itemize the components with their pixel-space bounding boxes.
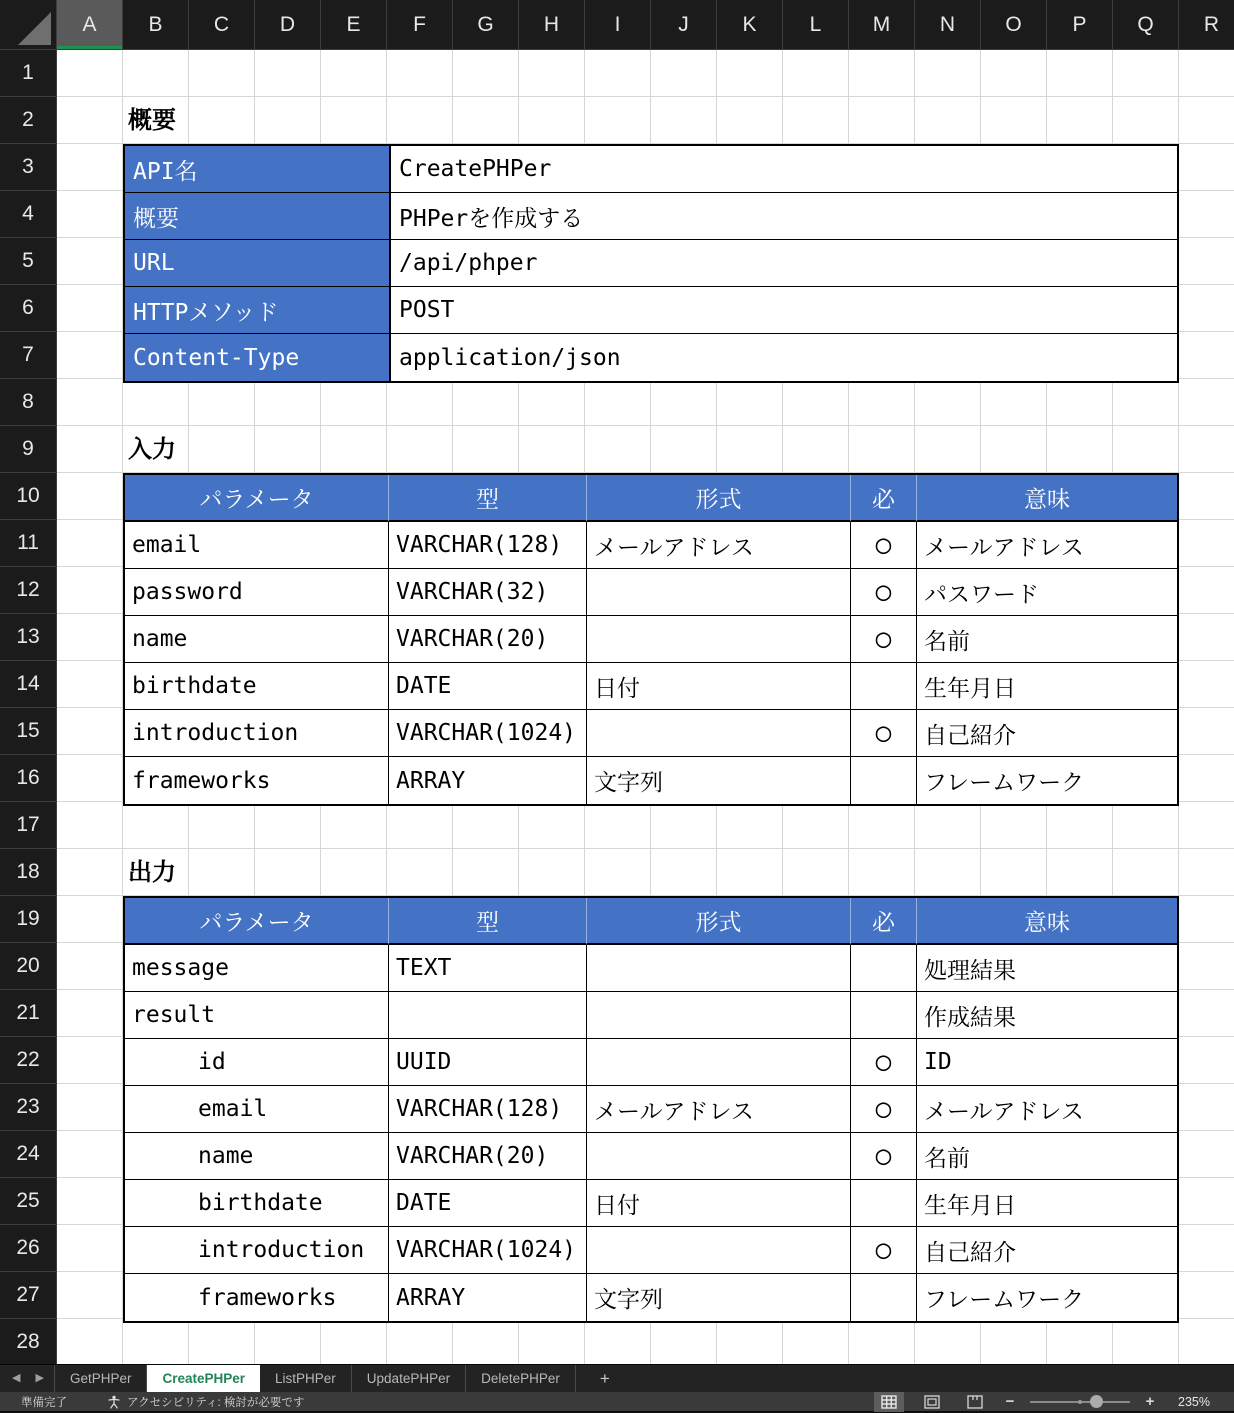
cell-type[interactable]: VARCHAR(32) <box>389 569 587 616</box>
cell-meaning[interactable]: フレームワーク <box>924 770 1085 796</box>
cell-meaning[interactable]: 生年月日 <box>917 1180 1177 1227</box>
row-header-18[interactable]: 18 <box>0 849 57 896</box>
column-header-required[interactable]: 必 <box>851 475 917 522</box>
cell-meaning[interactable]: 処理結果 <box>917 945 1177 992</box>
sheet-tab-listphper[interactable]: ListPHPer <box>260 1365 352 1392</box>
sheet-tab-createphper[interactable]: CreatePHPer <box>147 1365 260 1392</box>
cell-required[interactable]: ○ <box>851 1039 917 1086</box>
column-headers <box>57 0 1234 50</box>
select-all-triangle-icon <box>18 12 51 45</box>
accessibility-status-label: アクセシビリティ: 検討が必要です <box>127 1396 305 1409</box>
cell-parameter[interactable] <box>125 1039 389 1086</box>
column-header-E[interactable]: E <box>321 0 387 50</box>
select-all-button[interactable] <box>0 0 57 50</box>
column-header-O[interactable]: O <box>981 0 1047 50</box>
cell-type[interactable]: VARCHAR(128) <box>389 522 587 569</box>
row-header-17[interactable]: 17 <box>0 802 57 849</box>
normal-view-grid-icon <box>881 1395 897 1409</box>
cell-format[interactable] <box>587 1039 851 1086</box>
cell-format[interactable] <box>587 616 851 663</box>
cell-meaning[interactable]: 名前 <box>917 1133 1177 1180</box>
column-header-J[interactable]: J <box>651 0 717 50</box>
overview-label[interactable]: URL <box>125 240 389 287</box>
column-header-A[interactable]: A <box>57 0 123 50</box>
column-header-required[interactable]: 必 <box>851 898 917 945</box>
row-header-26[interactable]: 26 <box>0 1225 57 1272</box>
column-header-B[interactable]: B <box>123 0 189 50</box>
cell-meaning[interactable]: 自己紹介 <box>917 710 1177 757</box>
column-header-parameter[interactable]: パラメータ <box>125 475 389 522</box>
column-header-C[interactable]: C <box>189 0 255 50</box>
cell-meaning[interactable]: パスワード <box>917 569 1177 616</box>
cell-type[interactable]: VARCHAR(1024) <box>389 710 587 757</box>
cell-type[interactable]: TEXT <box>389 945 587 992</box>
row-header-5[interactable]: 5 <box>0 238 57 285</box>
sheet-tabs <box>54 1365 576 1392</box>
cell-format[interactable]: メールアドレス <box>587 1086 851 1133</box>
cell-parameter[interactable] <box>125 1133 389 1180</box>
row-header-24[interactable]: 24 <box>0 1131 57 1178</box>
page-break-preview-button[interactable] <box>960 1392 990 1412</box>
column-header-type[interactable]: 型 <box>389 475 587 522</box>
cell-type[interactable]: VARCHAR(20) <box>389 1133 587 1180</box>
parameter-name: introduction <box>198 1237 365 1263</box>
column-header-type[interactable]: 型 <box>389 898 587 945</box>
parameter-name: birthdate <box>198 1190 323 1216</box>
column-header-meaning[interactable]: 意味 <box>917 898 1177 945</box>
sheet-tab-updatephper[interactable]: UpdatePHPer <box>352 1365 466 1392</box>
cell-required[interactable] <box>851 757 917 804</box>
page-break-preview-icon <box>967 1395 983 1409</box>
sheet-tab-getphper[interactable]: GetPHPer <box>54 1365 148 1392</box>
zoom-out-button[interactable]: − <box>1005 1393 1015 1410</box>
row-header-2[interactable]: 2 <box>0 97 57 144</box>
parameter-name: name <box>198 1143 254 1169</box>
row-header-7[interactable]: 7 <box>0 332 57 379</box>
sheet-grid[interactable] <box>57 50 1234 1364</box>
zoom-slider-midpoint <box>1078 1400 1082 1404</box>
cell-format[interactable] <box>587 992 851 1039</box>
parameter-name: email <box>198 1096 268 1122</box>
overview-value[interactable]: POST <box>389 287 1177 334</box>
cell-parameter[interactable]: birthdate <box>125 663 389 710</box>
sheet-tab-deletephper[interactable]: DeletePHPer <box>466 1365 576 1392</box>
cell-parameter[interactable] <box>125 1086 389 1133</box>
cell-required[interactable]: ○ <box>851 1227 917 1274</box>
row-header-6[interactable]: 6 <box>0 285 57 332</box>
status-bar <box>0 1392 1234 1413</box>
column-header-F[interactable]: F <box>387 0 453 50</box>
cell-meaning[interactable]: 名前 <box>917 616 1177 663</box>
cell-format[interactable]: 文字列 <box>587 757 851 804</box>
cell-parameter[interactable]: frameworks <box>125 757 389 804</box>
row-header-4[interactable]: 4 <box>0 191 57 238</box>
row-header-3[interactable]: 3 <box>0 144 57 191</box>
row-header-10[interactable]: 10 <box>0 473 57 520</box>
cell-format[interactable]: 日付 <box>587 663 851 710</box>
cell-type[interactable]: VARCHAR(1024) <box>389 1227 587 1274</box>
row-header-1[interactable]: 1 <box>0 50 57 97</box>
cell-required[interactable] <box>851 1274 917 1321</box>
cell-parameter[interactable]: email <box>125 522 389 569</box>
cell-parameter[interactable]: result <box>125 992 389 1039</box>
cell-required[interactable]: ○ <box>851 522 917 569</box>
cell-required[interactable] <box>851 945 917 992</box>
cell-parameter[interactable]: message <box>125 945 389 992</box>
cell-required[interactable] <box>851 663 917 710</box>
column-header-Q[interactable]: Q <box>1113 0 1179 50</box>
column-header-format[interactable]: 形式 <box>587 898 851 945</box>
status-ready-label: 準備完了 <box>21 1396 67 1409</box>
tab-scroll-right-icon[interactable]: ▶ <box>35 1372 44 1384</box>
cell-type[interactable] <box>389 992 587 1039</box>
row-header-23[interactable]: 23 <box>0 1084 57 1131</box>
cell-meaning[interactable]: 生年月日 <box>917 663 1177 710</box>
row-header-19[interactable]: 19 <box>0 896 57 943</box>
row-header-9[interactable]: 9 <box>0 426 57 473</box>
normal-view-button[interactable] <box>874 1392 904 1412</box>
overview-value[interactable]: CreatePHPer <box>389 146 1177 193</box>
cell-parameter[interactable] <box>125 1274 389 1321</box>
zoom-level[interactable]: 235% <box>1178 1394 1210 1409</box>
cell-meaning[interactable]: 自己紹介 <box>917 1227 1177 1274</box>
cell-format[interactable]: 文字列 <box>587 1274 851 1321</box>
parameter-name: frameworks <box>198 1284 337 1311</box>
cell-format[interactable]: メールアドレス <box>587 522 851 569</box>
cell-meaning[interactable]: ID <box>917 1039 1177 1086</box>
overview-label[interactable]: 概要 <box>125 193 389 240</box>
cell-format[interactable] <box>587 1227 851 1274</box>
add-sheet-button[interactable]: + <box>599 1368 610 1388</box>
cell-type[interactable]: VARCHAR(128) <box>389 1086 587 1133</box>
column-header-N[interactable]: N <box>915 0 981 50</box>
cell-type[interactable]: VARCHAR(20) <box>389 616 587 663</box>
cell-meaning[interactable]: 作成結果 <box>917 992 1177 1039</box>
column-header-K[interactable]: K <box>717 0 783 50</box>
row-header-11[interactable]: 11 <box>0 520 57 567</box>
cell-required[interactable]: ○ <box>851 569 917 616</box>
sheet-tab-bar <box>0 1364 1234 1392</box>
row-header-25[interactable]: 25 <box>0 1178 57 1225</box>
overview-label[interactable]: Content-Type <box>125 334 389 381</box>
column-header-G[interactable]: G <box>453 0 519 50</box>
tab-scroll-left-icon[interactable]: ◀ <box>12 1372 21 1384</box>
row-header-28[interactable]: 28 <box>0 1319 57 1364</box>
parameter-name: id <box>198 1049 226 1075</box>
column-header-D[interactable]: D <box>255 0 321 50</box>
accessibility-status[interactable] <box>107 1394 304 1410</box>
section-title-overview[interactable]: 概要 <box>128 106 176 134</box>
zoom-slider[interactable] <box>1030 1395 1130 1408</box>
row-header-12[interactable]: 12 <box>0 567 57 614</box>
column-header-meaning[interactable]: 意味 <box>917 475 1177 522</box>
cell-type[interactable]: DATE <box>389 1180 587 1227</box>
cell-format[interactable] <box>587 710 851 757</box>
overview-value[interactable]: /api/phper <box>389 240 1177 287</box>
cell-format[interactable] <box>587 945 851 992</box>
cell-required[interactable]: ○ <box>851 616 917 663</box>
cell-type[interactable]: ARRAY <box>389 1274 587 1321</box>
cell-type[interactable]: UUID <box>389 1039 587 1086</box>
zoom-in-button[interactable]: + <box>1145 1393 1155 1410</box>
column-header-M[interactable]: M <box>849 0 915 50</box>
accessibility-person-icon <box>107 1395 121 1409</box>
cell-parameter[interactable]: introduction <box>125 710 389 757</box>
page-layout-view-button[interactable] <box>917 1392 947 1412</box>
column-header-L[interactable]: L <box>783 0 849 50</box>
cell-meaning[interactable]: メールアドレス <box>917 522 1177 569</box>
column-header-H[interactable]: H <box>519 0 585 50</box>
cell-parameter[interactable]: name <box>125 616 389 663</box>
row-header-14[interactable]: 14 <box>0 661 57 708</box>
cell-parameter[interactable]: password <box>125 569 389 616</box>
cell-required[interactable]: ○ <box>851 1133 917 1180</box>
row-header-8[interactable]: 8 <box>0 379 57 426</box>
cell-format[interactable] <box>587 569 851 616</box>
row-headers <box>0 50 57 1364</box>
status-bar-right <box>874 1392 1210 1412</box>
cell-parameter[interactable] <box>125 1227 389 1274</box>
row-header-20[interactable]: 20 <box>0 943 57 990</box>
overview-label[interactable]: HTTPメソッド <box>125 287 389 334</box>
tab-scroll-buttons <box>0 1365 54 1392</box>
overview-value[interactable]: application/json <box>389 334 1177 381</box>
row-header-15[interactable]: 15 <box>0 708 57 755</box>
output-table <box>123 896 1179 1323</box>
cell-format[interactable]: 日付 <box>587 1180 851 1227</box>
overview-table <box>123 144 1179 383</box>
page-layout-icon <box>924 1395 940 1409</box>
cell-meaning[interactable]: フレームワーク <box>924 1287 1085 1313</box>
cell-required[interactable] <box>851 1180 917 1227</box>
cell-type[interactable]: DATE <box>389 663 587 710</box>
input-table <box>123 473 1179 806</box>
column-header-parameter[interactable]: パラメータ <box>125 898 389 945</box>
row-header-13[interactable]: 13 <box>0 614 57 661</box>
cell-required[interactable] <box>851 992 917 1039</box>
row-header-22[interactable]: 22 <box>0 1037 57 1084</box>
column-header-format[interactable]: 形式 <box>587 475 851 522</box>
overview-value[interactable]: PHPerを作成する <box>389 193 1177 240</box>
cell-required[interactable]: ○ <box>851 1086 917 1133</box>
section-title-output[interactable]: 出力 <box>128 858 176 886</box>
column-header-R[interactable]: R <box>1179 0 1234 50</box>
cell-format[interactable] <box>587 1133 851 1180</box>
row-header-21[interactable]: 21 <box>0 990 57 1037</box>
zoom-slider-thumb[interactable] <box>1090 1395 1103 1408</box>
overview-label[interactable]: API名 <box>125 146 389 193</box>
cell-meaning[interactable]: メールアドレス <box>917 1086 1177 1133</box>
cell-type[interactable]: ARRAY <box>389 757 587 804</box>
cell-parameter[interactable] <box>125 1180 389 1227</box>
cell-required[interactable]: ○ <box>851 710 917 757</box>
column-header-P[interactable]: P <box>1047 0 1113 50</box>
row-header-27[interactable]: 27 <box>0 1272 57 1319</box>
column-header-I[interactable]: I <box>585 0 651 50</box>
row-header-16[interactable]: 16 <box>0 755 57 802</box>
section-title-input[interactable]: 入力 <box>128 435 176 463</box>
